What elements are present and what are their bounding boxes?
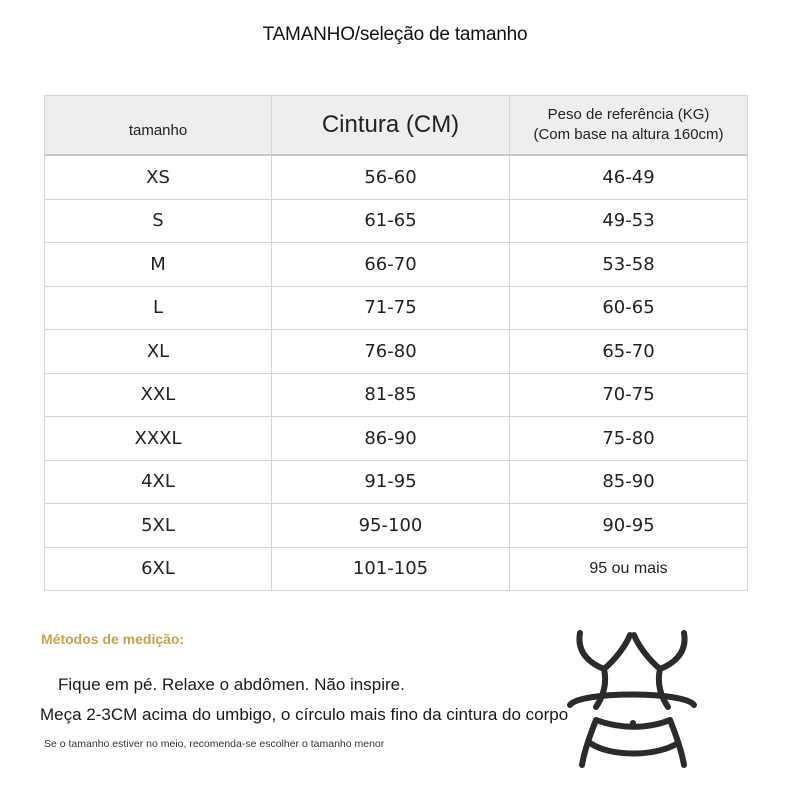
header-size: tamanho xyxy=(45,96,272,156)
waist-cell: 101-105 xyxy=(272,547,510,591)
size-cell: XS xyxy=(45,155,272,199)
waist-cell: 56-60 xyxy=(272,155,510,199)
waist-cell: 95-100 xyxy=(272,504,510,548)
header-weight xyxy=(510,96,748,156)
weight-cell: 49-53 xyxy=(510,199,748,243)
table-row xyxy=(45,199,748,243)
table-row xyxy=(45,286,748,330)
methods-title: Métodos de medição: xyxy=(41,631,185,647)
waist-measurement-icon xyxy=(560,625,710,775)
size-cell: 6XL xyxy=(45,547,272,591)
size-cell: XL xyxy=(45,330,272,374)
weight-cell: 75-80 xyxy=(510,417,748,461)
waist-cell: 76-80 xyxy=(272,330,510,374)
size-cell: 4XL xyxy=(45,460,272,504)
size-table xyxy=(44,95,748,591)
weight-cell: 95 ou mais xyxy=(510,547,748,591)
instruction-line-1: Fique em pé. Relaxe o abdômen. Não inspire. xyxy=(58,675,405,694)
table-row xyxy=(45,504,748,548)
header-weight-line2: (Com base na altura 160cm) xyxy=(533,126,724,143)
table-row xyxy=(45,155,748,199)
navel-dot xyxy=(630,720,636,726)
header-weight-line1: Peso de referência (KG) xyxy=(547,106,710,123)
table-row xyxy=(45,243,748,287)
waist-cell: 66-70 xyxy=(272,243,510,287)
waist-cell: 71-75 xyxy=(272,286,510,330)
instruction-line-2: Meça 2-3CM acima do umbigo, o círculo mais fino da cintura do corpo xyxy=(40,705,569,724)
weight-cell: 60-65 xyxy=(510,286,748,330)
table-row xyxy=(45,547,748,591)
weight-cell: 46-49 xyxy=(510,155,748,199)
page-title: TAMANHO/seleção de tamanho xyxy=(262,24,528,45)
size-cell: L xyxy=(45,286,272,330)
header-waist: Cintura (CM) xyxy=(272,96,510,156)
weight-cell: 85-90 xyxy=(510,460,748,504)
table-row xyxy=(45,373,748,417)
table-row xyxy=(45,417,748,461)
table-row xyxy=(45,330,748,374)
table-row xyxy=(45,460,748,504)
waist-cell: 61-65 xyxy=(272,199,510,243)
size-cell: S xyxy=(45,199,272,243)
waist-cell: 86-90 xyxy=(272,417,510,461)
size-cell: M xyxy=(45,243,272,287)
weight-cell: 65-70 xyxy=(510,330,748,374)
size-cell: XXXL xyxy=(45,417,272,461)
size-cell: 5XL xyxy=(45,504,272,548)
weight-cell: 90-95 xyxy=(510,504,748,548)
waist-cell: 81-85 xyxy=(272,373,510,417)
size-cell: XXL xyxy=(45,373,272,417)
table-header-row xyxy=(45,96,748,156)
size-note: Se o tamanho estiver no meio, recomenda-se escolher o tamanho menor xyxy=(44,738,385,750)
waist-cell: 91-95 xyxy=(272,460,510,504)
weight-cell: 53-58 xyxy=(510,243,748,287)
weight-cell: 70-75 xyxy=(510,373,748,417)
